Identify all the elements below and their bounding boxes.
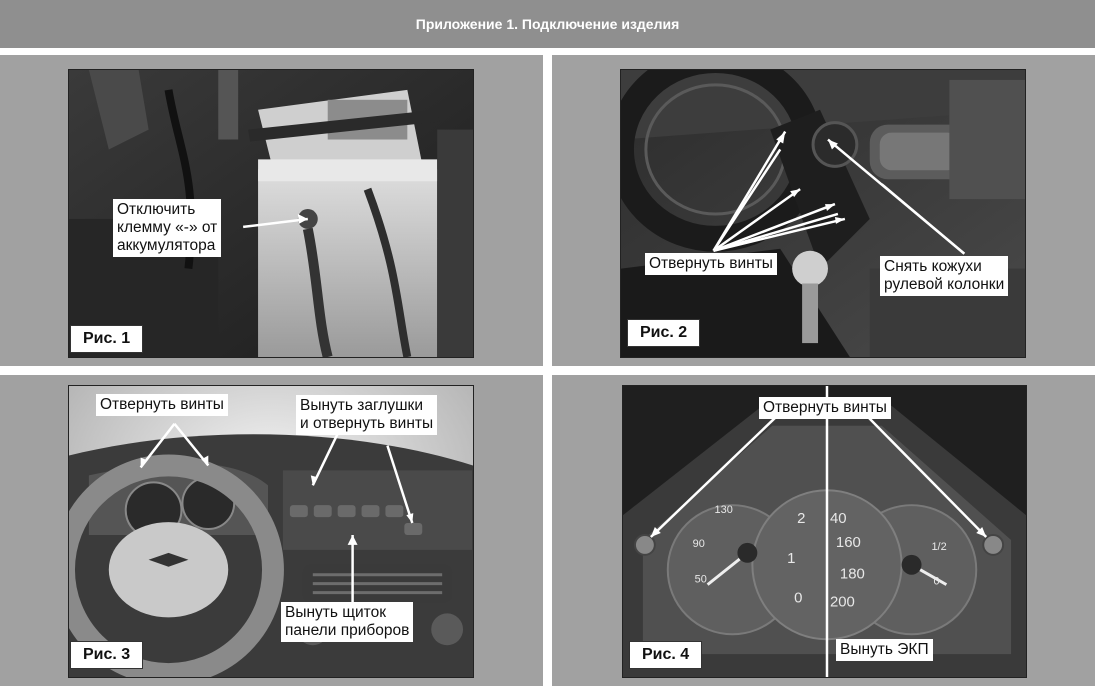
gauge-mark: 90	[692, 537, 705, 550]
callout-line: панели приборов	[285, 622, 410, 639]
figure-label-2: Рис. 2	[627, 319, 700, 347]
gauge-mark: 160	[835, 534, 861, 551]
callout-unscrew-screws	[759, 397, 891, 419]
gauge-mark: 0	[933, 575, 940, 588]
gauge-mark: 1/2	[931, 540, 947, 553]
callout-line: Вынуть заглушки	[300, 397, 423, 414]
steering-column-illustration	[621, 70, 1025, 357]
figure-panel-4	[552, 375, 1095, 686]
callout-line: Вынуть щиток	[285, 604, 387, 621]
callout-remove-ekp	[836, 639, 933, 661]
steering-column-photo	[620, 69, 1026, 358]
callout-line: Снять кожухи	[884, 258, 982, 275]
callout-remove-instrument-cluster	[281, 602, 413, 642]
gauge-mark: 180	[839, 566, 865, 583]
callout-line: Отвернуть винты	[100, 396, 224, 413]
callout-remove-column-covers	[880, 256, 1008, 296]
figure-label-4: Рис. 4	[629, 641, 702, 669]
callout-line: клемму «-» от	[117, 219, 218, 236]
gauge-mark: 50	[694, 573, 707, 586]
callout-line: Отвернуть винты	[763, 399, 887, 416]
callout-line: Отвернуть винты	[649, 255, 773, 272]
gauge-mark: 130	[714, 504, 733, 517]
figure-panel-3	[0, 375, 543, 686]
callout-line: и отвернуть винты	[300, 415, 434, 432]
gauge-mark: 0	[794, 590, 803, 607]
figure-label-3: Рис. 3	[70, 641, 143, 669]
callout-disconnect-terminal	[113, 199, 221, 257]
callout-line: аккумулятора	[117, 237, 216, 254]
instrument-cluster-illustration	[623, 386, 1026, 677]
callout-line: рулевой колонки	[884, 276, 1005, 293]
page-header	[0, 0, 1095, 48]
callout-remove-plugs	[296, 395, 437, 435]
callout-unscrew-screws	[645, 253, 777, 275]
callout-line: Вынуть ЭКП	[840, 641, 929, 658]
page-title: Приложение 1. Подключение изделия	[415, 16, 680, 32]
callout-line: Отключить	[117, 201, 196, 218]
gauge-mark: 40	[829, 511, 847, 528]
gauge-mark: 1	[787, 550, 796, 567]
instrument-cluster-photo	[622, 385, 1027, 678]
figure-panel-2	[552, 55, 1095, 366]
callout-unscrew-screws	[96, 394, 228, 416]
gauge-mark: 200	[829, 594, 855, 611]
gauge-mark: 2	[797, 511, 806, 528]
figure-panel-1	[0, 55, 543, 366]
figure-label-1: Рис. 1	[70, 325, 143, 353]
